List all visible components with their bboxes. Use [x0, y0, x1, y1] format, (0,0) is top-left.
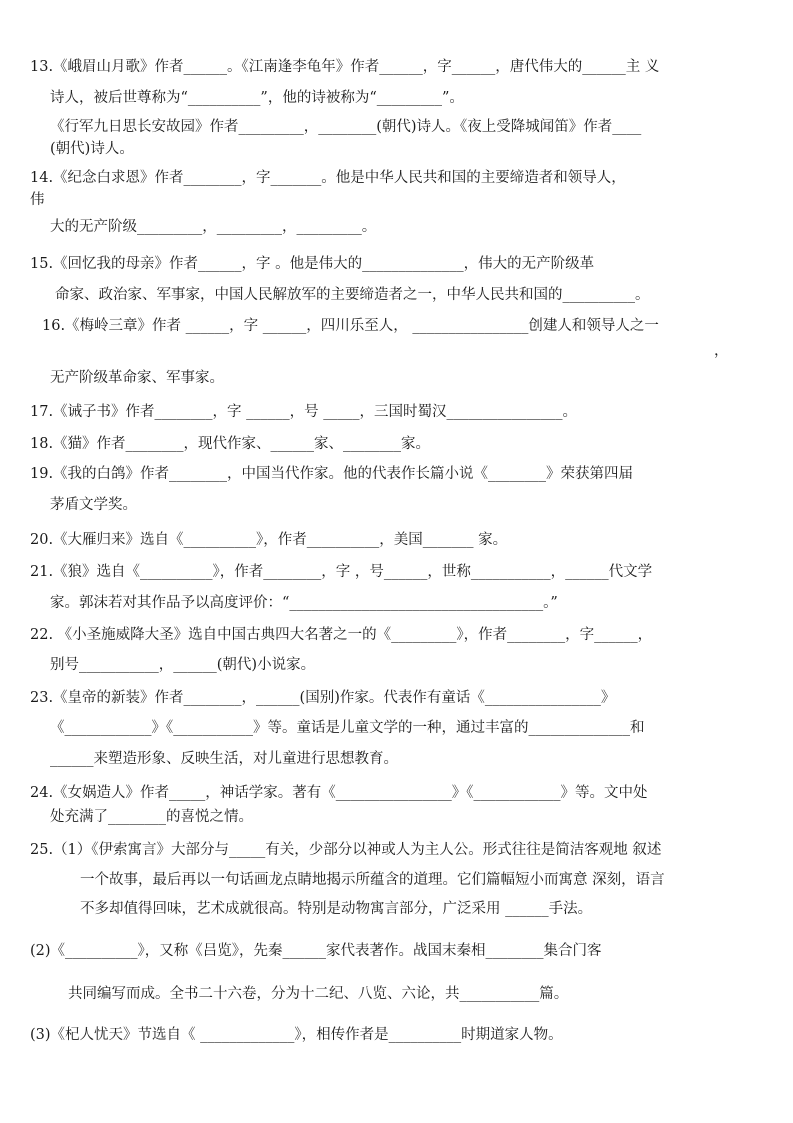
q23-line1: 23.《皇帝的新装》作者________，______(国别)作家。代表作有童话《________________》: [30, 690, 616, 706]
q21-line2: 家。郭沫若对其作品予以高度评价：“___________________________________。”: [50, 595, 558, 611]
q22-line2: 别号___________，______(朝代)小说家。: [50, 657, 316, 673]
q25-1-line1: 25.（1）《伊索寓言》大部分与_____有关，少部分以神或人为主人公。形式往往是简洁客观地 叙述: [30, 842, 662, 858]
q15-line2: 命家、政治家、军事家，中国人民解放军的主要缔造者之一，中华人民共和国的__________。: [55, 287, 650, 303]
q25-3-line: (3)《杞人忧天》节选自《 _____________》，相传作者是__________时期道家人物。: [30, 1027, 563, 1043]
q14-line2: 伟: [30, 192, 45, 208]
q16-line3: 无产阶级革命家、军事家。: [50, 370, 224, 386]
q24-line2: 处充满了________的喜悦之情。: [50, 809, 253, 825]
q18-line: 18.《猫》作者________，现代作家、______家、________家。: [30, 436, 431, 452]
q13-line4: (朝代)诗人。: [50, 141, 134, 157]
q13-line2: 诗人，被后世尊称为“__________”，他的诗被称为“_________”。: [50, 90, 464, 106]
q23-line3: ______来塑造形象、反映生活，对儿童进行思想教育。: [50, 751, 398, 767]
q24-line1: 24.《女娲造人》作者_____，神话学家。著有《________________》《____________》等。文中处: [30, 785, 648, 801]
q15-line1: 15.《回忆我的母亲》作者______，字 。他是伟大的______________，伟大的无产阶级革: [30, 256, 595, 272]
q25-1-line2: 一个故事，最后再以一句话画龙点睛地揭示所蕴含的道理。它们篇幅短小而寓意 深刻，语言: [80, 872, 665, 888]
q14-line3: 大的无产阶级_________，_________，_________。: [50, 219, 377, 235]
q22-line1: 22. 《小圣施威降大圣》选自中国古典四大名著之一的《_________》，作者________，字______，: [30, 627, 653, 643]
q19-line1: 19.《我的白鸽》作者________，中国当代作家。他的代表作长篇小说《________》荣获第四届: [30, 466, 634, 482]
q13-line1: 13.《峨眉山月歌》作者______。《江南逢李龟年》作者______，字______，唐代伟大的______主 义: [30, 59, 660, 75]
q17-line: 17.《诫子书》作者________，字 ______，号 _____，三国时蜀汉________________。: [30, 404, 578, 420]
q21-line1: 21.《狼》选自《__________》，作者________，字 ，号______，世称___________，______代文学: [30, 564, 653, 580]
q25-2-line2: 共同编写而成。全书二十六卷，分为十二纪、八览、六论，共___________篇。: [68, 986, 569, 1002]
q13-line3: 《行军九日思长安故园》作者_________，________(朝代)诗人。《夜上受降城闻笛》作者____: [50, 119, 642, 135]
q19-line2: 茅盾文学奖。: [50, 497, 137, 513]
q23-line2: 《____________》《___________》等。童话是儿童文学的一种，通过丰富的______________和: [50, 720, 645, 736]
q16-line2: ，: [714, 343, 729, 359]
q16-line1: 16.《梅岭三章》作者 ______，字 ______，四川乐至人， ________________创建人和领导人之一: [42, 318, 659, 334]
q25-1-line3: 不多却值得回味，艺术成就很高。特别是动物寓言部分，广泛采用 ______手法。: [80, 901, 593, 917]
q20-line: 20.《大雁归来》选自《__________》，作者__________，美国_______ 家。: [30, 532, 508, 548]
q14-line1: 14.《纪念白求恩》作者________，字_______。他是中华人民共和国的主要缔造者和领导人，: [30, 170, 626, 186]
q25-2-line1: (2)《__________》，又称《吕览》，先秦______家代表著作。战国末秦相________集合门客: [30, 943, 602, 959]
